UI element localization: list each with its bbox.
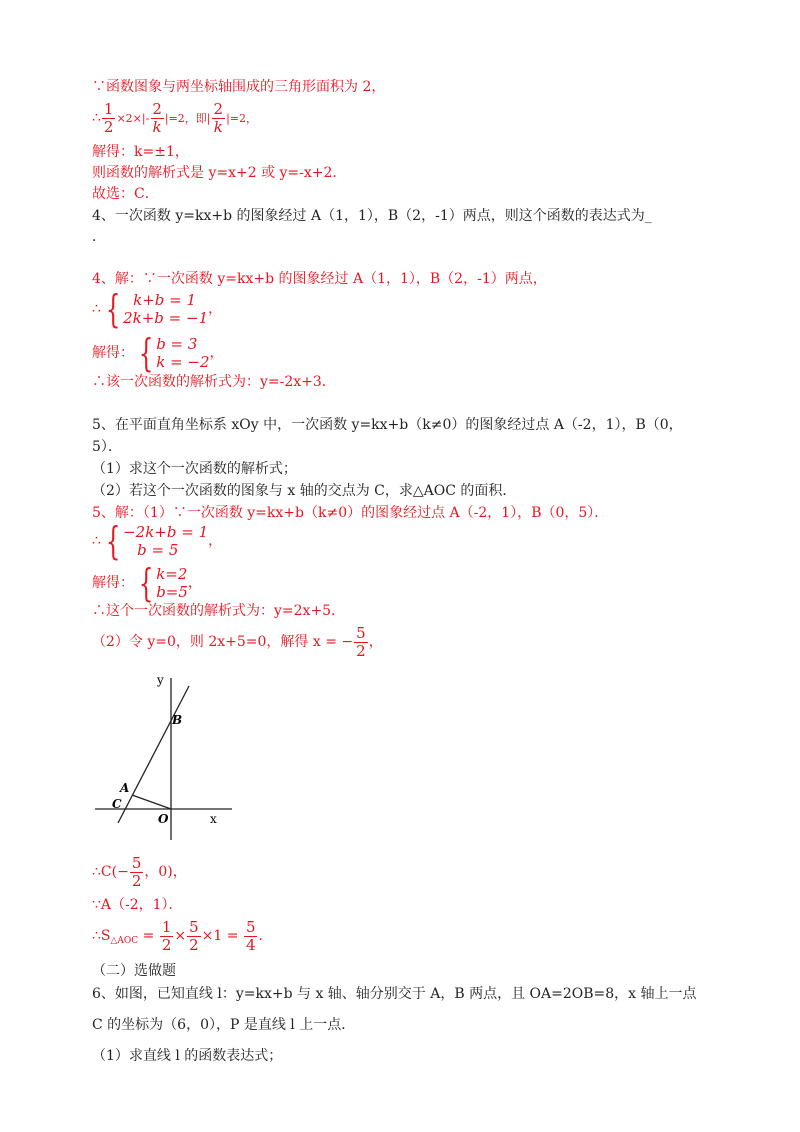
answer-5-result: ∴这个一次函数的解析式为：y=2x+5． bbox=[92, 603, 346, 619]
point-C-label: C bbox=[112, 797, 122, 811]
x-axis-label: x bbox=[210, 812, 217, 826]
answer-5-solution: 解得： { k=2 b=5 ， bbox=[92, 561, 202, 605]
y-axis-label: y bbox=[157, 673, 164, 687]
question-5: 5、在平面直角坐标系 xOy 中，一次函数 y=kx+b（k≠0）的图象经过点 A（-2，1），B（0， bbox=[92, 417, 683, 433]
question-6: 6、如图，已知直线 l：y=kx+b 与 x 轴、轴分别交于 A，B 两点，且 OA=2OB=8，x 轴上一点 bbox=[92, 986, 697, 1002]
answer-5-head: 5、解：（1）∵一次函数 y=kx+b（k≠0）的图象经过点 A（-2，1），B（0，5）． bbox=[92, 505, 609, 521]
answer-4-system: ∴ { k+b = 1 2k+b = −1 ， bbox=[92, 287, 223, 331]
solution-line-function: 则函数的解析式是 y=x+2 或 y=-x+2． bbox=[92, 165, 347, 181]
solution-line-area: ∵函数图象与两坐标轴围成的三角形面积为 2， bbox=[92, 79, 386, 95]
segment-AO bbox=[132, 795, 171, 809]
answer-4-result: ∴该一次函数的解析式为：y=-2x+3． bbox=[92, 374, 336, 390]
question-5-part1: （1）求这个一次函数的解析式； bbox=[92, 461, 297, 477]
solution-line-abs: ∴ $\frac{1}{2}$ ×2×|- $\frac{2}{k}$ |=2，即| $\frac{2}{k}$ |=2， bbox=[92, 99, 257, 136]
area-result: $\therefore S_{\triangle AOC}$ = $\frac{1}{2}$ × $\frac{5}{2}$ ×1 = $\frac{5}{4}$ ． bbox=[92, 917, 273, 954]
answer-5-system: ∴ { −2k+b = 1 b = 5 ， bbox=[92, 519, 223, 563]
answer-4-head: 4、解：∵一次函数 y=kx+b 的图象经过 A（1，1），B（2，-1）两点， bbox=[92, 271, 547, 287]
point-A-label: A bbox=[120, 781, 130, 795]
origin-O-label: O bbox=[158, 812, 169, 826]
section-optional: （二）选做题 bbox=[92, 963, 176, 979]
question-4-cont: ． bbox=[92, 229, 106, 245]
question-6-cont: C 的坐标为（6，0），P 是直线 l 上一点． bbox=[92, 1017, 356, 1033]
answer-5-part2: （2）令 y=0，则 2x+5=0，解得 x = − $\frac{5}{2}$ ， bbox=[92, 623, 383, 660]
solution-line-choice: 故选：C． bbox=[92, 186, 159, 202]
answer-4-solution: 解得： { b = 3 k = −2 ， bbox=[92, 331, 224, 375]
solution-line-k: 解得：k=±1， bbox=[92, 144, 189, 160]
question-4: 4、一次函数 y=kx+b 的图象经过 A（1，1），B（2，-1）两点，则这个函数的表达式为_ bbox=[92, 208, 652, 224]
point-B-label: B bbox=[172, 713, 183, 727]
question-5-part2: （2）若这个一次函数的图象与 x 轴的交点为 C，求△AOC 的面积． bbox=[92, 483, 517, 499]
question-6-part1: （1）求直线 l 的函数表达式； bbox=[92, 1048, 283, 1064]
question-5-cont: 5）． bbox=[92, 439, 122, 455]
point-C-coords: ∴C(− $\frac{5}{2}$ ，0)， bbox=[92, 853, 187, 890]
coordinate-figure bbox=[92, 668, 242, 848]
point-A-coords: ∵A（-2，1）． bbox=[92, 897, 183, 913]
